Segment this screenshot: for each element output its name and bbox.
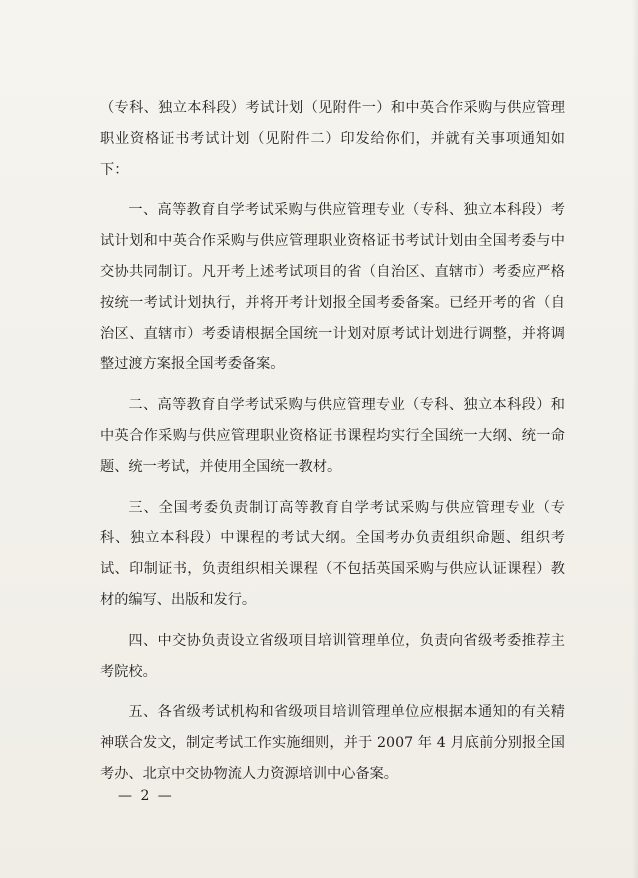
page-number: — 2 — <box>118 788 174 804</box>
scan-edge-shadow <box>632 0 638 878</box>
document-body <box>100 93 565 800</box>
paragraph-item-2: 二、高等教育自学考试采购与供应管理专业（专科、独立本科段）和中英合作采购与供应管理职业资格证书课程均实行全国统一大纲、统一命题、统一考试，并使用全国统一教材。 <box>100 397 565 475</box>
paragraph-intro: （专科、独立本科段）考试计划（见附件一）和中英合作采购与供应管理职业资格证书考试计划（见附件二）印发给你们，并就有关事项通知如下： <box>100 100 565 178</box>
paragraph-item-1: 一、高等教育自学考试采购与供应管理专业（专科、独立本科段）考试计划和中英合作采购与供应管理职业资格证书考试计划由全国考委与中交协共同制订。凡开考上述考试项目的省（自治区、直辖市）考委应严格按统一考试计划执行，并将开考计划报全国考委备案。已经开考的省（自治区、直辖市）考委请根据全国统一计划对原考试计划进行调整，并将调整过渡方案报全国考委备案。 <box>100 202 565 373</box>
paragraph-item-5: 五、各省级考试机构和省级项目培训管理单位应根据本通知的有关精神联合发文，制定考试工作实施细则，并于 2007 年 4 月底前分别报全国考办、北京中交协物流人力资源培训中心备案。 <box>100 704 565 782</box>
paragraph-item-4: 四、中交协负责设立省级项目培训管理单位，负责向省级考委推荐主考院校。 <box>100 632 565 680</box>
paragraph-item-3: 三、全国考委负责制订高等教育自学考试采购与供应管理专业（专科、独立本科段）中课程的考试大纲。全国考办负责组织命题、组织考试、印制证书，负责组织相关课程（不包括英国采购与供应认证课程）教材的编写、出版和发行。 <box>100 499 565 608</box>
